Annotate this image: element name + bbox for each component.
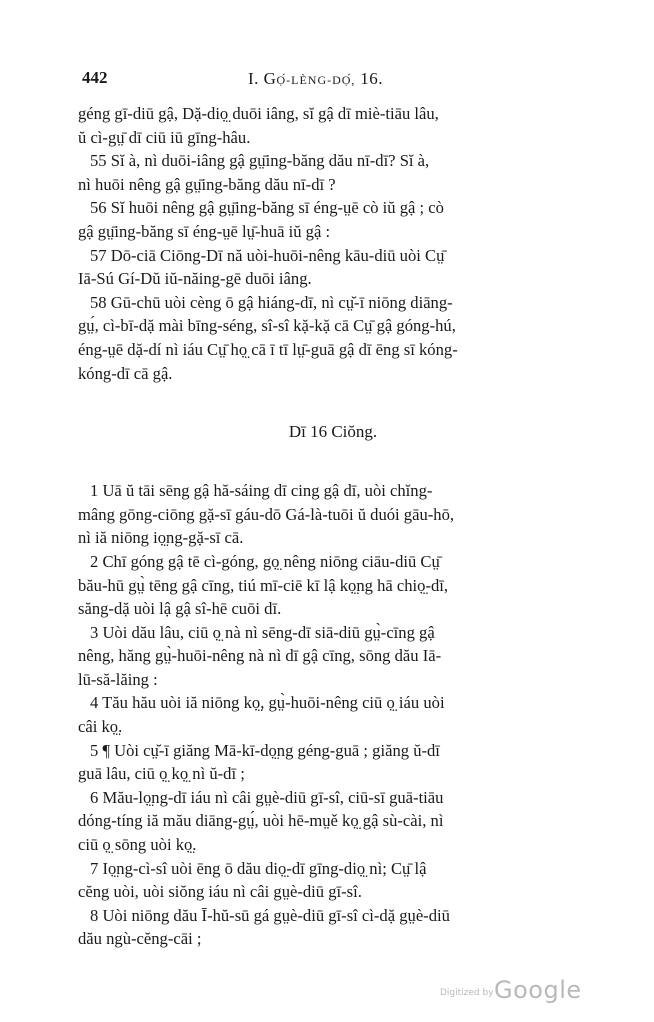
text-line: éng-ṳē dặ-dí nì iáu Cṳ̄ họ̤ cā ī tī lṳ̄-guā gậ dī ēng sī kóng- xyxy=(78,339,458,359)
text-line: nì iă niōng iọ̤ng-gặ-sī cā. xyxy=(78,528,244,548)
verse-line: 6 Mău-lọ̤ng-dī iáu nì câi gṳè-diū gī-sî, ciū-sī guā-tiāu xyxy=(90,787,444,807)
page-header xyxy=(78,68,578,94)
page-number: 442 xyxy=(82,68,108,87)
verse-line: 57 Dō-ciā Ciōng-Dī nă uòi-huōi-nêng kāu-diū uòi Cṳ̄ xyxy=(90,245,445,265)
verse-line: 55 Sĭ à, nì duōi-iâng gậ gṳ̄ing-băng dău nī-dī? Sĭ à, xyxy=(90,151,430,171)
verse-line: 7 Iọ̤ng-cì-sî uòi ēng ō dău diọ̤-dī gīng-diọ̤ nì; Cṳ̄ lậ xyxy=(90,858,427,878)
verse-line: 56 Sĭ huōi nêng gậ gṳ̄ing-băng sī éng-ṳē cò iŭ gậ ; cò xyxy=(90,198,444,218)
text-line: dóng-tíng iă mău diāng-gṳ́, uòi hē-mṳě kọ̤ gậ sù-cài, nì xyxy=(78,811,444,831)
text-line: dău ngù-cĕng-cāi ; xyxy=(78,929,202,949)
text-line: nì huōi nêng gậ gṳ̄ing-băng dău nī-dī ? xyxy=(78,174,336,194)
text-line: săng-dặ uòi lậ gậ sî-hē cuōi dī. xyxy=(78,599,282,619)
watermark-brand: Google xyxy=(494,976,582,1004)
text-line: bău-hū gṳ̀ tēng gậ cīng, tiú mī-ciē kī lậ kọ̤ng hā chiọ̤-dī, xyxy=(78,575,449,595)
text-line: Iā-Sú Gí-Dŭ iŭ-năing-gē duōi iâng. xyxy=(78,269,312,289)
running-head-title: Ọ́-LÈNG-DỌ́, xyxy=(276,73,356,87)
book-page xyxy=(78,68,578,951)
verse-line: 8 Uòi niōng dău Ī-hŭ-sū gá gṳè-diū gī-sî cì-dặ gṳè-diū xyxy=(90,905,450,925)
verse-line: 5 ¶ Uòi cṳ̆-ī giăng Mā-kī-dọ̤ng géng-guā ; giăng ŭ-dī xyxy=(90,740,440,760)
chapter-heading: Dī 16 Ciŏng. xyxy=(288,422,378,442)
running-head-number: 16. xyxy=(360,69,383,88)
verse-line: 3 Uòi dău lâu, ciū ọ̤ nà nì sēng-dī siā-diū gṳ̀-cīng gậ xyxy=(90,622,435,642)
text-line: mâng gōng-ciōng gặ-sī gáu-dō Gá-là-tuōi ŭ duói gāu-hō, xyxy=(78,504,455,524)
running-head-prefix: I. G xyxy=(248,69,277,88)
running-head xyxy=(248,69,383,89)
verse-line: 1 Uā ŭ tāi sēng gậ hă-sáing dī cing gậ dī, uòi chĭng- xyxy=(90,481,433,501)
text-line: lū-să-lăing : xyxy=(78,669,158,689)
text-line: gậ gṳ̄ing-băng sī éng-ṳē lṳ̄-huā iŭ gậ : xyxy=(78,221,331,241)
google-watermark xyxy=(440,976,580,1006)
text-line: ciū ọ̤ sōng uòi kọ̤. xyxy=(78,835,197,855)
verse-line: 58 Gū-chū uòi cèng ō gậ hiáng-dī, nì cṳ̆-ī niōng diāng- xyxy=(90,292,453,312)
text-line: ŭ cì-gṳ̄ dī ciū iū gīng-hâu. xyxy=(78,127,251,147)
text-line: câi kọ̤. xyxy=(78,717,123,737)
text-line: kóng-dī cā gậ. xyxy=(78,363,173,383)
text-line: gṳ́, cì-bī-dặ mài bīng-séng, sî-sî kặ-kặ cā Cṳ̄ gậ góng-hú, xyxy=(78,316,456,336)
text-line: guā lâu, ciū ọ̤ kọ̤ nì ŭ-dī ; xyxy=(78,764,245,784)
text-line: géng gī-diū gậ, Dặ-diọ̤ duōi iâng, sĭ gậ dī miè-tiāu lâu, xyxy=(78,104,439,123)
verse-line: 4 Tău hău uòi iă niōng kọ̤, gṳ̀-huōi-nêng ciū ọ̤ iáu uòi xyxy=(90,693,445,713)
text-block-top xyxy=(78,102,578,385)
verse-line: 2 Chī góng gậ tē cì-góng, gọ̤ nêng niōng ciāu-diū Cṳ̄ xyxy=(90,551,440,571)
text-line: cĕng uòi, uòi siŏng iáu nì câi gṳè-diū gī-sî. xyxy=(78,882,362,902)
text-block-bottom xyxy=(78,479,578,951)
watermark-digitized-by: Digitized by xyxy=(440,988,494,998)
text-line: nêng, hăng gṳ̀-huōi-nêng nà nì dī gậ cīng, sōng dău Iā- xyxy=(78,646,442,666)
